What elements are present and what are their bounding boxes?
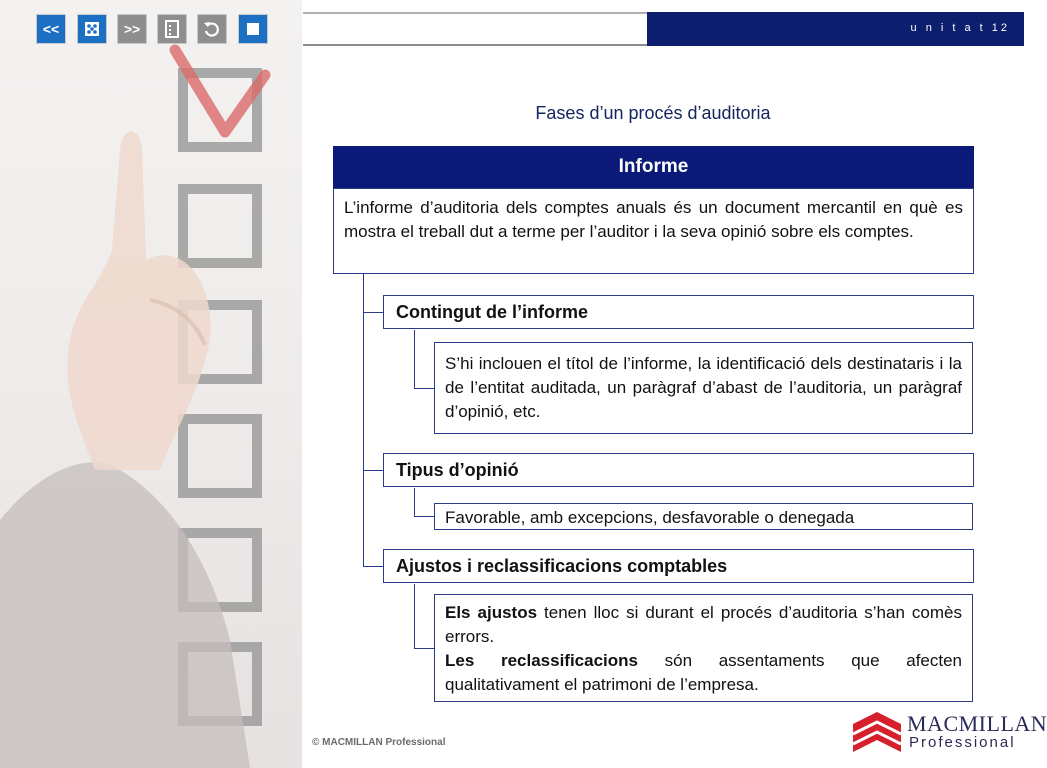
tree-connector (414, 488, 415, 516)
section-title-contingut: Contingut de l’informe (383, 295, 974, 329)
reclass-paragraph (445, 649, 962, 697)
section-text-tipus: Favorable, amb excepcions, desfavorable o denegada (445, 508, 855, 527)
logo-line1: MACMILLAN (907, 711, 1047, 736)
logo-line2: Professional (909, 734, 1016, 751)
index-button[interactable] (77, 14, 107, 44)
header-bar (303, 12, 647, 46)
stop-button[interactable] (238, 14, 268, 44)
informe-description: L’informe d’auditoria dels comptes anuals és un document mercantil en què es mostra el treball dut a terme per l’auditor i la seva opinió sobre els comptes. (344, 198, 963, 241)
previous-button[interactable] (36, 14, 66, 44)
tree-connector (414, 584, 415, 648)
hand-illustration (0, 0, 302, 768)
previous-label: << (42, 21, 60, 37)
unit-header (647, 12, 1024, 46)
section-text-contingut: S’hi inclouen el títol de l’informe, la identificació dels destinataris i la de l’entitat auditada, un paràgraf d’abast de l’auditoria, un paràgraf d’opinió, etc. (445, 354, 962, 421)
informe-description-box (333, 188, 974, 274)
section-title-tipus: Tipus d’opinió (383, 453, 974, 487)
next-label: >> (123, 21, 141, 37)
tree-connector (414, 648, 434, 649)
slide-title: Fases d’un procés d’auditoria (535, 103, 771, 123)
undo-button[interactable] (197, 14, 227, 44)
next-button[interactable] (117, 14, 147, 44)
undo-icon (203, 20, 221, 38)
tree-connector (363, 274, 364, 566)
section-box-ajustos (434, 594, 973, 702)
tree-connector (363, 312, 383, 313)
tree-connector (363, 470, 383, 471)
section-box-contingut (434, 342, 973, 434)
list-icon (164, 20, 180, 38)
reclass-term: Les reclassificacions (445, 651, 638, 670)
ajustos-definition: tenen lloc si durant el procés d’auditoria s’han comès errors. (445, 603, 962, 646)
stop-icon (246, 22, 260, 36)
tree-connector (414, 388, 434, 389)
ajustos-paragraph (445, 601, 962, 649)
tree-connector (414, 516, 434, 517)
copyright-text: © MACMILLAN Professional (312, 737, 446, 748)
informe-title: Informe (333, 146, 974, 188)
tree-connector (414, 330, 415, 388)
unit-label: u n i t a t 12 (910, 22, 1010, 34)
list-button[interactable] (157, 14, 187, 44)
section-title-ajustos: Ajustos i reclassificacions comptables (383, 549, 974, 583)
reclass-definition: són assentaments que afecten qualitativament el patrimoni de l’empresa. (445, 651, 962, 694)
decorative-photo (0, 0, 302, 768)
ajustos-term: Els ajustos (445, 603, 538, 622)
grid-icon (84, 21, 100, 37)
tree-connector (363, 566, 383, 567)
section-box-tipus (434, 503, 973, 530)
macmillan-logo (851, 705, 1047, 757)
macmillan-logo-icon (851, 708, 903, 754)
